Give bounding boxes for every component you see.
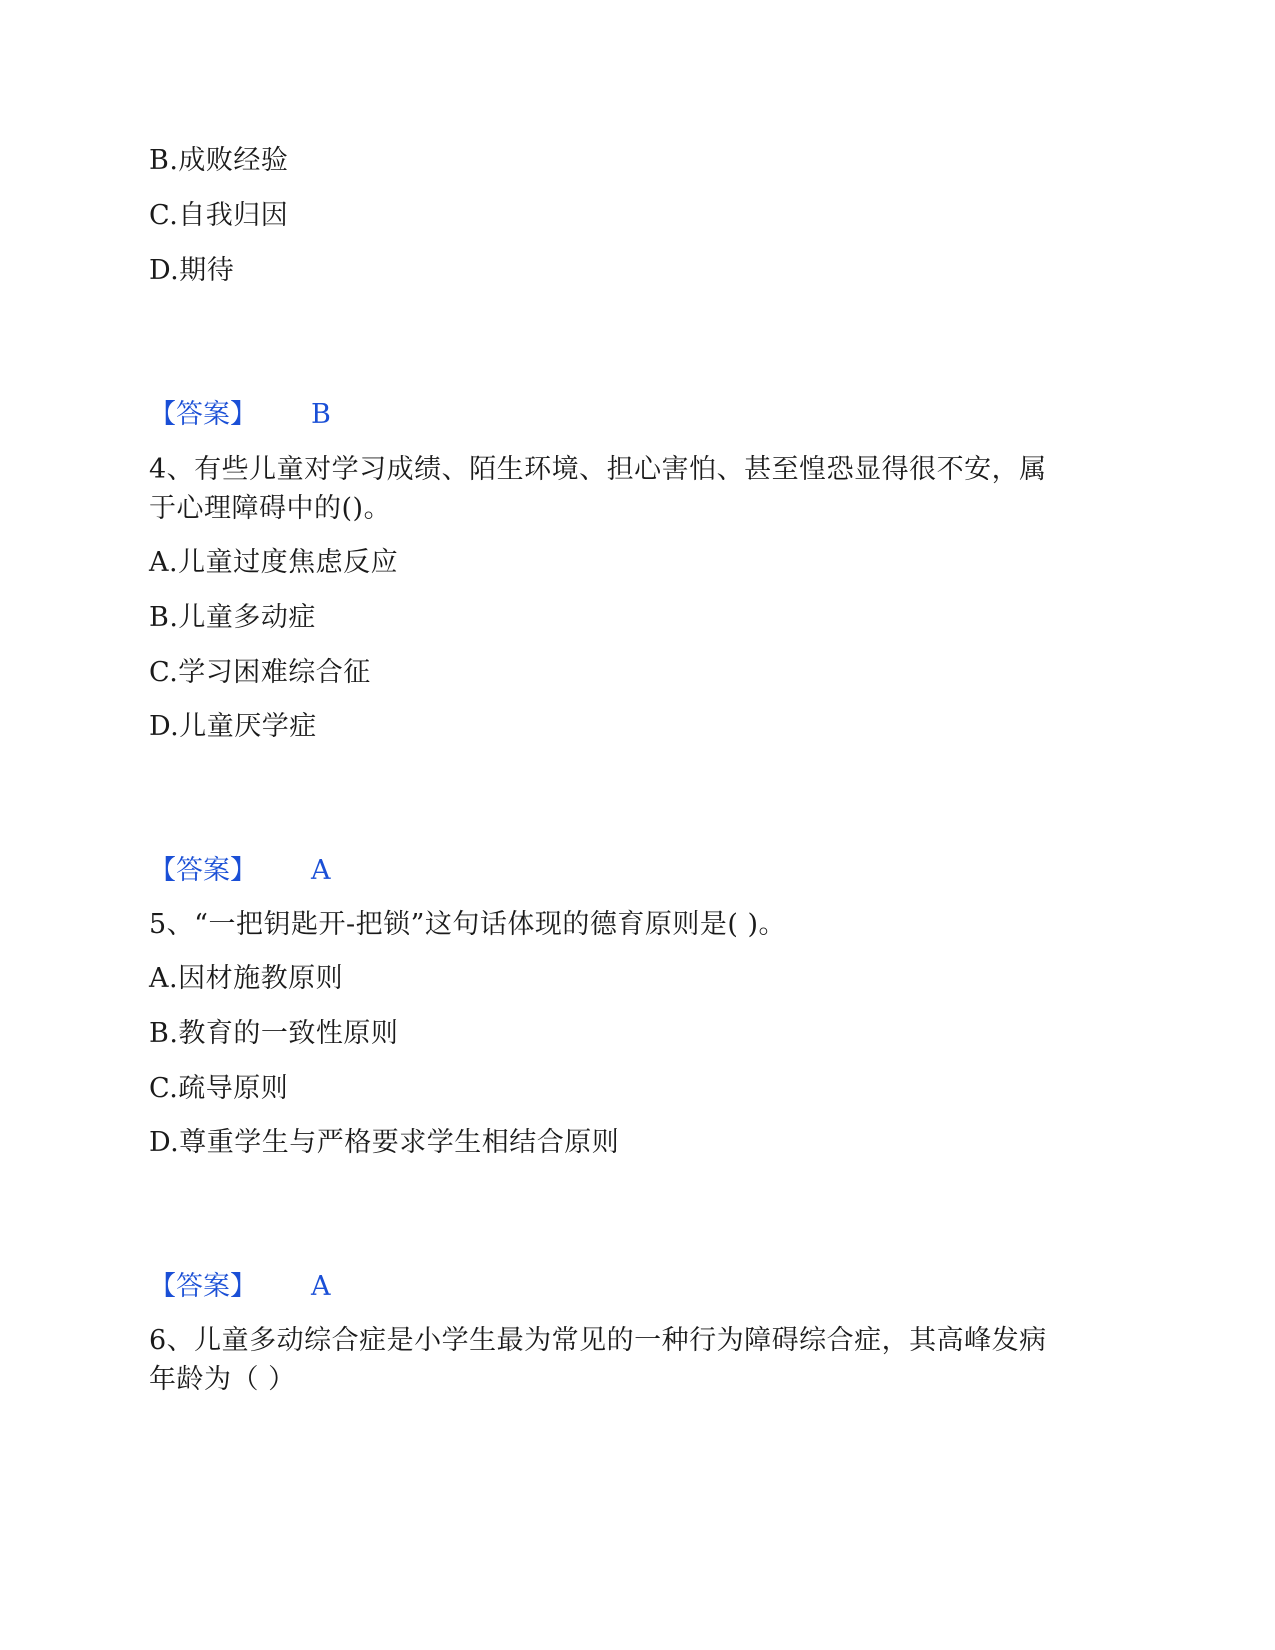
answer-label: 【答案】	[149, 1271, 257, 1302]
option-d: D.尊重学生与严格要求学生相结合原则	[149, 1127, 620, 1158]
option-d: D.期待	[149, 255, 235, 286]
option-b: B.儿童多动症	[149, 602, 316, 633]
option-b: B.成败经验	[149, 145, 289, 176]
question-stem: 6、儿童多动综合症是小学生最为常见的一种行为障碍综合症，其高峰发病	[149, 1325, 1047, 1356]
option-b: B.教育的一致性原则	[149, 1018, 399, 1049]
question-stem: 4、有些儿童对学习成绩、陌生环境、担心害怕、甚至惶恐显得很不安，属	[149, 454, 1047, 485]
answer-value: A	[311, 855, 331, 886]
option-c: C.自我归因	[149, 200, 289, 231]
answer-line	[149, 398, 331, 432]
option-a: A.因材施教原则	[149, 963, 344, 994]
question-stem-cont: 年龄为（ ）	[149, 1364, 296, 1395]
question-stem-cont: 于心理障碍中的()。	[149, 493, 392, 524]
answer-value: A	[311, 1271, 331, 1302]
question-stem: 5、“一把钥匙开-把锁”这句话体现的德育原则是( )。	[149, 909, 787, 940]
answer-line	[149, 854, 331, 888]
answer-line	[149, 1270, 331, 1304]
answer-label: 【答案】	[149, 855, 257, 886]
answer-label: 【答案】	[149, 399, 257, 430]
option-a: A.儿童过度焦虑反应	[149, 547, 399, 578]
option-c: C.学习困难综合征	[149, 657, 371, 688]
option-d: D.儿童厌学症	[149, 711, 317, 742]
answer-value: B	[311, 399, 331, 430]
option-c: C.疏导原则	[149, 1073, 289, 1104]
